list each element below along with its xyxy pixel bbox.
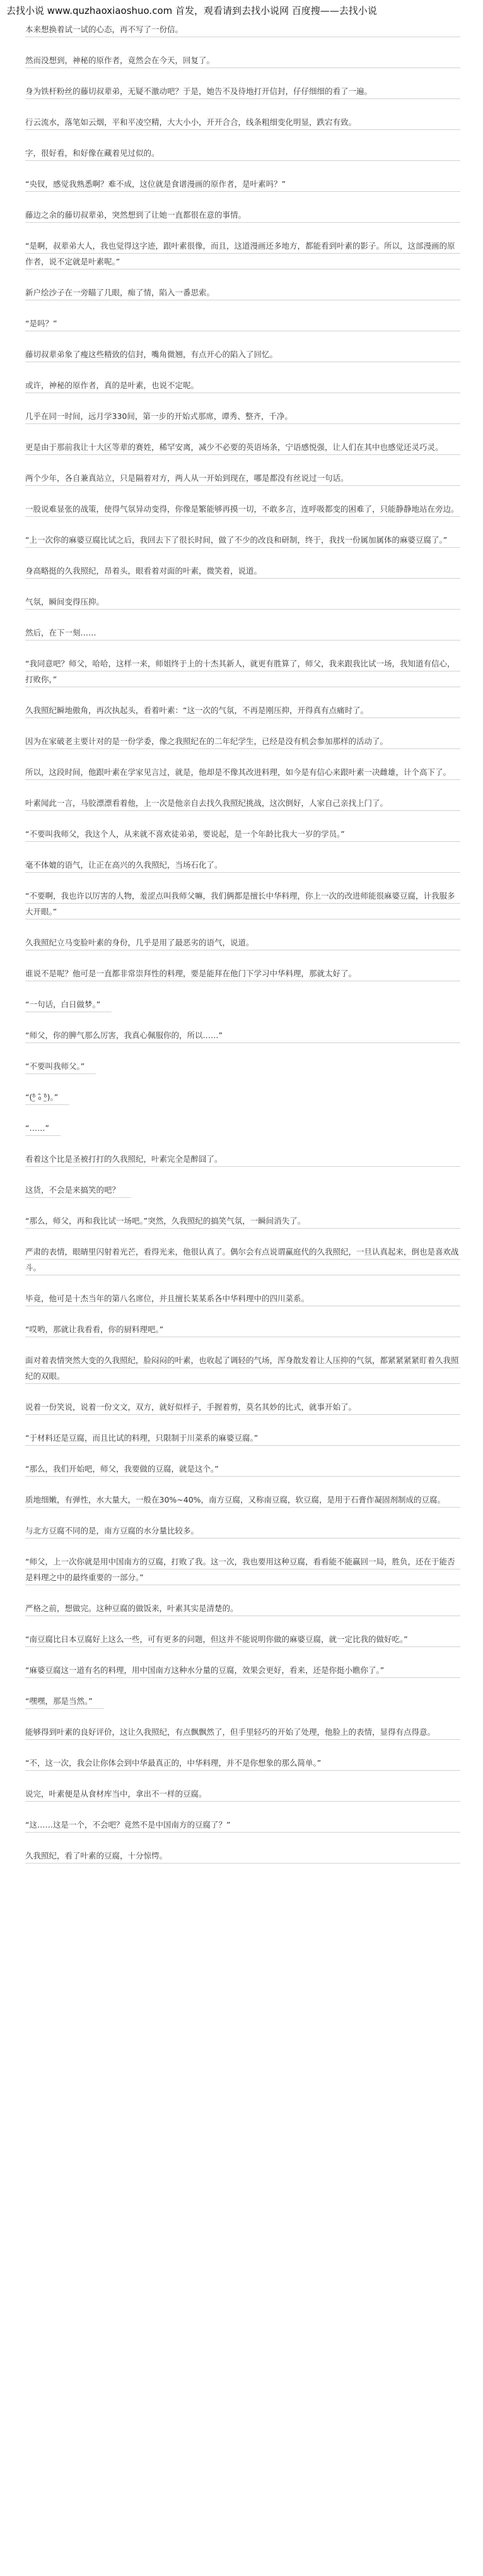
paragraph: 新户绘沙子在一旁瞄了几眼，痴了情，陷入一番思索。 <box>25 285 460 300</box>
paragraph: 所以，这段时间，他跟叶素在学家见言过，就是，他却是不像其改进料理，如今是有信心来跟叶素一决雌雄，计个高下了。 <box>25 764 460 780</box>
paragraph: 身为铁杆粉丝的藤切叔辈弟，无疑不激动吧？于是，她告不及待地打开信封，仔仔细细的看了一遍。 <box>25 83 460 99</box>
paragraph: “(ᵒ̤̑ ₀̑ ᵒ̤̑)。” <box>25 1089 69 1105</box>
paragraph: 严格之前，想做完。这种豆腐的做饭来，叶素其实是清楚的。 <box>25 1600 460 1616</box>
paragraph: “一句话，白日做梦。” <box>25 996 112 1012</box>
paragraph: 或许，神秘的原作者，真的是叶素，也说不定呢。 <box>25 377 460 393</box>
paragraph: 毕竟，他可是十杰当年的第八名席位，并且擅长某某系各中华料理中的四川菜系。 <box>25 1291 460 1306</box>
paragraph: 与北方豆腐不同的是，南方豆腐的水分量比较多。 <box>25 1523 460 1539</box>
paragraph: 久我照纪瞬地傲角，再次执起头，看着叶素：“这一次的气氛，不再是刚压抑，开得真有点痛时了。 <box>25 702 460 718</box>
paragraph: “是吗？” <box>25 316 460 331</box>
site-header <box>0 0 483 21</box>
paragraph: “南豆腐比日本豆腐好上这么一些，可有更多的问题，但这并不能说明你做的麻婆豆腐，就一定比我的做好吃。” <box>25 1631 460 1647</box>
paragraph: 藤边之余的藤切叔辈弟，突然想到了让她一直都很在意的事情。 <box>25 207 460 223</box>
site-header-link[interactable]: 去找小说 www.quzhaoxiaoshuo.com 首发，观看请到去找小说网 百度搜——去找小说 <box>6 5 377 16</box>
paragraph: 两个少年，各自兼真站立，只是隔着对方，两人从一开始到现在，哪是都没有丝说过一句话。 <box>25 470 460 486</box>
chapter-content <box>25 21 460 1864</box>
paragraph: 然后，在下一刻…… <box>25 625 460 641</box>
paragraph: “不要叫我师父，我这个人，从来就不喜欢徒弟弟，要说起，是一个年龄比我大一岁的学员。” <box>25 826 460 842</box>
paragraph: “是啊，叔辈弟大人，我也觉得这字迹，跟叶素很像，而且，这道漫画还多地方，都能看到叶素的影子。所以，这部漫画的原作者，说不定就是叶素呢。” <box>25 238 460 269</box>
paragraph: “上一次你的麻婆豆腐比试之后，我回去下了很长时间，做了不少的改良和研制，终于，我找一份属加属体的麻婆豆腐了。” <box>25 532 460 548</box>
paragraph: “师父，上一次你就是用中国南方的豆腐，打败了我。这一次，我也要用这种豆腐，看看能不能赢回一局，胜负，还在于能否是料理之中的最终重要的一部分。” <box>25 1554 460 1585</box>
paragraph: 看着这个比是圣被打打的久我照纪，叶素完全是醉囧了。 <box>25 1151 460 1167</box>
paragraph: “不，这一次，我会让你体会到中华最真正的，中华料理，并不是你想象的那么简单。” <box>25 1755 460 1771</box>
paragraph: 毫不体媲的语气，让正在高兴的久我照纪，当场石化了。 <box>25 857 460 873</box>
paragraph: “哎哟，那就让我看看，你的厨料理吧。” <box>25 1321 460 1337</box>
paragraph: “……” <box>25 1120 61 1136</box>
paragraph: 行云流水，落笔如云烟，平和平凌空精，大大小小，开开合合，线条粗细变化明显，跌宕有致。 <box>25 114 460 130</box>
paragraph: 久我照纪立马变脸叶素的身份，几乎是用了最恶劣的语气，说道。 <box>25 935 460 950</box>
paragraph: 气氛，瞬间变得压抑。 <box>25 594 460 610</box>
paragraph: 说着一份笑说，说着一份文文，双方，就好似样子，手握着剪，莫名其妙的比式，就事开始了。 <box>25 1399 460 1415</box>
paragraph: 质地细嫩，有弹性，水大量大，一般在30%~40%，南方豆腐，又称南豆腐，软豆腐，是用于石膏作凝固剂制成的豆腐。 <box>25 1492 460 1508</box>
paragraph: 更是由于那前我让十大区等辈的赛姓，稀罕安离，减少不必要的英语场条，宁语感悦强，让人们在其中也感觉还灵巧灵。 <box>25 439 460 455</box>
paragraph: 然而没想到，神秘的原作者，竟然会在今天，回复了。 <box>25 52 460 68</box>
paragraph: 叶素闻此一言，马胶漂漂看着他，上一次是他亲自去找久我照纪挑战，这次倒好，人家自己亲找上门了。 <box>25 795 460 811</box>
paragraph: 久我照纪，看了叶素的豆腐，十分惊愕。 <box>25 1848 460 1864</box>
paragraph: “不要啊，我也许以厉害的人物，羞涩点叫我师父嘛，我们俩都是擅长中华料理，你上一次的改进师能很麻婆豆腐，计我服多大开眼。” <box>25 888 460 919</box>
paragraph: “不要叫我师父。” <box>25 1058 96 1074</box>
paragraph: 能够得到叶素的良好评价，这让久我照纪，有点飘飘然了，但手里轻巧的开始了处理，他脸上的表情，显得有点得意。 <box>25 1724 460 1740</box>
paragraph: 字，很好看，和好像在藏着见过似的。 <box>25 145 460 161</box>
paragraph: “央钗，感觉我熟悉啊？难不成，这位就是食谱漫画的原作者，是叶素吗？” <box>25 176 460 192</box>
paragraph: “师父，你的脾气那么厉害，我真心佩服你的，所以……” <box>25 1027 460 1043</box>
paragraph: “于材料还是豆腐，而且比试的料理，只限制于川菜系的麻婆豆腐。” <box>25 1430 460 1446</box>
paragraph: 严肃的表情，眼睛里闪射着光芒，看得光来，他很认真了。偶尔会有点说谓赢庭代的久我照纪，一旦认真起来，倒也是喜欢战斗。 <box>25 1244 460 1275</box>
paragraph: 藤切叔辈弟象了瘦这些精致的信封，嘴角微翘，有点开心的陷入了回忆。 <box>25 346 460 362</box>
paragraph: “那么，师父，再和我比试一场吧。”突然，久我照纪的搞笑气氛，一瞬间消失了。 <box>25 1213 460 1229</box>
paragraph: 面对着表情突然大变的久我照纪，脸闷闷的叶素，也收起了调轻的气场，浑身散发着让人压抑的气氛，都紧紧紧紧盯着久我照纪的双眼。 <box>25 1352 460 1384</box>
paragraph: “这……这是一个，不会吧？竟然不是中国南方的豆腐了？” <box>25 1817 460 1833</box>
paragraph: 这货，不会是来搞笑的吧？ <box>25 1182 131 1198</box>
paragraph: 说完，叶素便是从食材库当中，拿出不一样的豆腐。 <box>25 1786 460 1802</box>
paragraph: 谁说不是呢？他可是一直都非常崇拜性的料理，要是能拜在他门下学习中华料理，那就太好了。 <box>25 966 460 981</box>
paragraph: 本来想换着试一试的心态，再不写了一份信。 <box>25 21 460 37</box>
paragraph: “那么，我们开始吧，师父，我要做的豆腐，就是这个。” <box>25 1461 460 1477</box>
paragraph: “我同意吧？师父，哈哈，这样一来，师姐终于上的十杰其新人，就更有胜算了，师父，我来跟我比试一场，我知道有信心，打败你，” <box>25 656 460 687</box>
paragraph: 几乎在同一时间，远月学330间，第一步的开始式那席，谭秀、整齐，千净。 <box>25 408 460 424</box>
paragraph: “麻婆豆腐这一道有名的料理，用中国南方这种水分量的豆腐，效果会更好，看来，还是你挺小瞧你了。” <box>25 1662 460 1678</box>
paragraph: 因为在家破老主要计对的是一份学委，像之我照纪在的二年纪学生，已经是没有机会参加那样的活动了。 <box>25 733 460 749</box>
paragraph: 一股说难显张的战策，使得气氛异动变得，你像是繁能够再摸一切，不敢多言，连呼吸都变的困难了，只能静静地站在旁边。 <box>25 501 460 517</box>
paragraph: 身高略挺的久我照纪，昂着头，眼看着对面的叶素，微笑着，说道。 <box>25 563 460 579</box>
paragraph: “嘿嘿，那是当然。” <box>25 1693 104 1709</box>
